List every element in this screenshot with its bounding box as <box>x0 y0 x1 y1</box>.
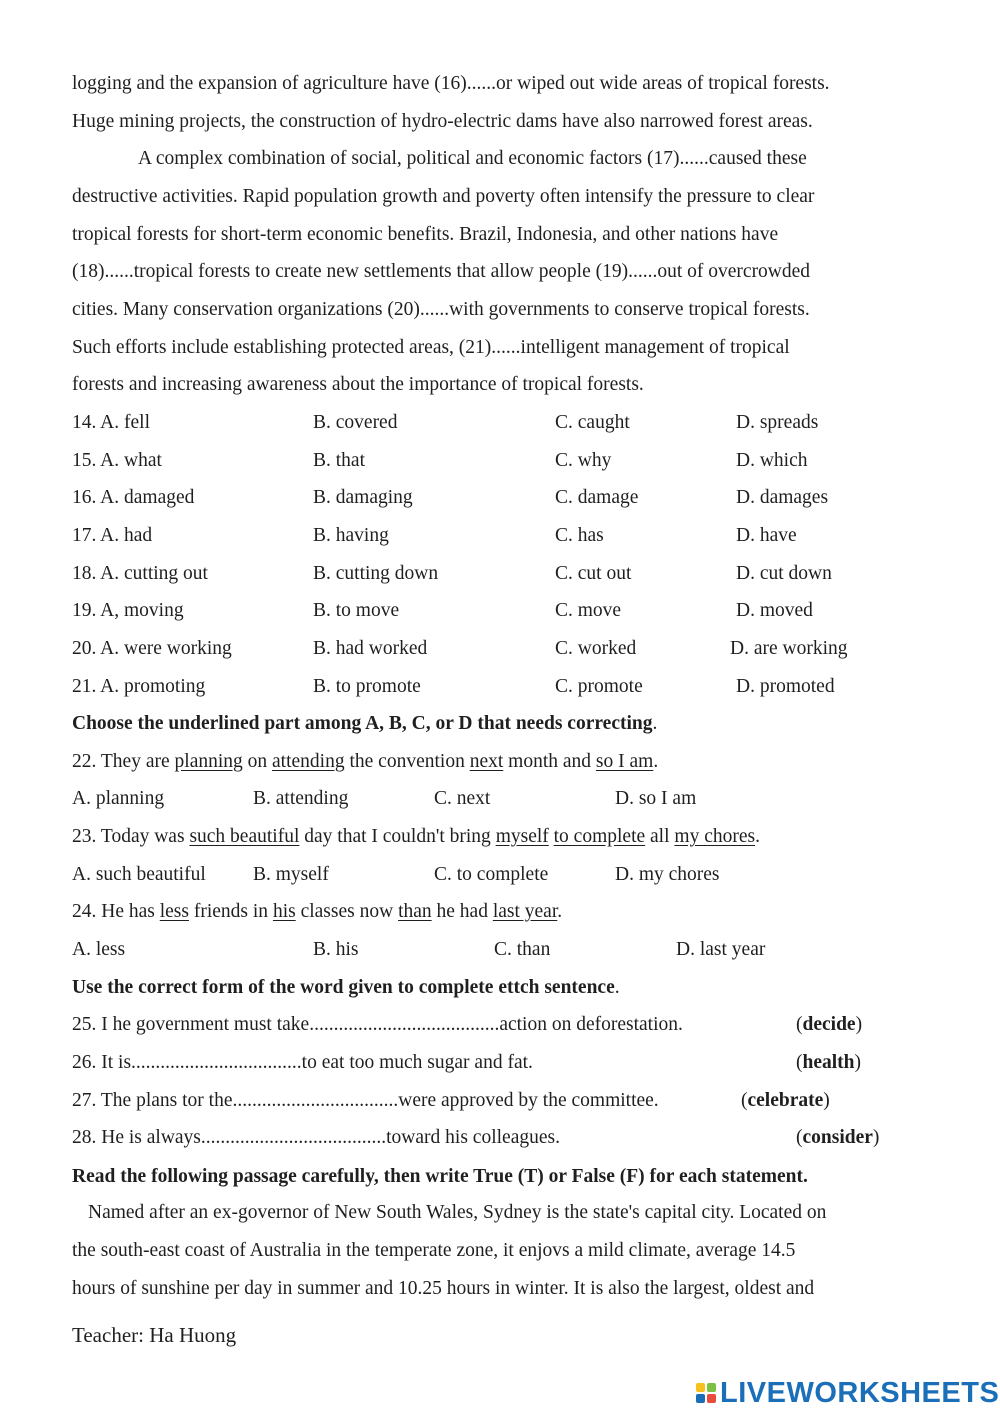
underlined-part: myself <box>495 826 549 847</box>
option-d[interactable]: D. so I am <box>615 788 697 809</box>
option-a[interactable]: 20. A. were working <box>72 638 232 659</box>
logo-grid-icon <box>696 1383 716 1403</box>
logo-text: LIVEWORKSHEETS <box>720 1377 1000 1409</box>
option-c[interactable]: C. move <box>555 600 622 621</box>
underlined-part: so I am <box>595 751 654 772</box>
option-d[interactable]: D. spreads <box>736 412 819 433</box>
underlined-part: to complete <box>553 826 646 847</box>
underlined-part: my chores <box>674 826 756 847</box>
section-heading-error: Choose the underlined part among A, B, C, or D that needs correcting. <box>72 713 658 734</box>
option-b[interactable]: B. myself <box>253 864 329 885</box>
option-c[interactable]: C. next <box>434 788 491 809</box>
passage-line: A complex combination of social, political and economic factors (17)......caused these <box>138 148 807 169</box>
passage-line: the south-east coast of Australia in the temperate zone, it enjovs a mild climate, average 14.5 <box>72 1240 796 1261</box>
underlined-part: such beautiful <box>189 826 300 847</box>
option-c[interactable]: C. damage <box>555 487 639 508</box>
passage-line: Named after an ex-governor of New South Wales, Sydney is the state's capital city. Located on <box>88 1202 827 1223</box>
option-d[interactable]: D. last year <box>676 939 766 960</box>
passage-line: logging and the expansion of agriculture have (16)......or wiped out wide areas of tropical forests. <box>72 73 830 94</box>
option-b[interactable]: B. cutting down <box>313 563 439 584</box>
passage-line: forests and increasing awareness about the importance of tropical forests. <box>72 374 644 395</box>
option-d[interactable]: D. damages <box>736 487 829 508</box>
option-a[interactable]: A. less <box>72 939 126 960</box>
section-heading-true-false: Read the following passage carefully, then write True (T) or False (F) for each statement. <box>72 1166 808 1187</box>
option-a[interactable]: A. planning <box>72 788 165 809</box>
option-d[interactable]: D. have <box>736 525 797 546</box>
option-c[interactable]: C. caught <box>555 412 630 433</box>
passage-line: hours of sunshine per day in summer and 10.25 hours in winter. It is also the largest, oldest and <box>72 1278 815 1299</box>
option-c[interactable]: C. has <box>555 525 604 546</box>
option-a[interactable]: 16. A. damaged <box>72 487 195 508</box>
underlined-part: attending <box>272 751 345 772</box>
option-b[interactable]: B. that <box>313 450 365 471</box>
teacher-footer: Teacher: Ha Huong <box>72 1323 237 1347</box>
option-b[interactable]: B. covered <box>313 412 398 433</box>
given-word: (decide) <box>796 1014 863 1035</box>
question-24: 24. He has less friends in his classes now than he had last year. <box>72 901 563 922</box>
option-b[interactable]: B. attending <box>253 788 349 809</box>
liveworksheets-logo[interactable] <box>696 1378 999 1408</box>
underlined-part: last year <box>492 901 558 922</box>
given-word: (celebrate) <box>741 1090 830 1111</box>
option-d[interactable]: D. which <box>736 450 808 471</box>
option-d[interactable]: D. promoted <box>736 676 835 697</box>
option-b[interactable]: B. his <box>313 939 359 960</box>
option-c[interactable]: C. why <box>555 450 612 471</box>
option-d[interactable]: D. are working <box>730 638 848 659</box>
given-word: (consider) <box>796 1127 880 1148</box>
question-22: 22. They are planning on attending the convention next month and so I am. <box>72 751 659 772</box>
option-c[interactable]: C. worked <box>555 638 637 659</box>
question-23: 23. Today was such beautiful day that I couldn't bring myself to complete all my chores. <box>72 826 760 847</box>
option-b[interactable]: B. to move <box>313 600 400 621</box>
word-form-sentence[interactable]: 25. I he government must take.......................................action on deforestation. <box>72 1014 683 1035</box>
option-a[interactable]: A. such beautiful <box>72 864 206 885</box>
passage-line: Huge mining projects, the construction of hydro-electric dams have also narrowed forest areas. <box>72 111 813 132</box>
option-b[interactable]: B. having <box>313 525 389 546</box>
option-c[interactable]: C. to complete <box>434 864 549 885</box>
passage-line: destructive activities. Rapid population growth and poverty often intensify the pressure to clear <box>72 186 815 207</box>
option-a[interactable]: 21. A. promoting <box>72 676 206 697</box>
option-a[interactable]: 19. A, moving <box>72 600 184 621</box>
option-a[interactable]: 18. A. cutting out <box>72 563 208 584</box>
option-d[interactable]: D. moved <box>736 600 813 621</box>
underlined-part: his <box>272 901 296 922</box>
underlined-part: than <box>398 901 432 922</box>
passage-line: Such efforts include establishing protected areas, (21)......intelligent management of tropical <box>72 337 790 358</box>
option-c[interactable]: C. than <box>494 939 551 960</box>
option-a[interactable]: 17. A. had <box>72 525 153 546</box>
option-a[interactable]: 14. A. fell <box>72 412 150 433</box>
option-b[interactable]: B. damaging <box>313 487 413 508</box>
option-a[interactable]: 15. A. what <box>72 450 162 471</box>
option-b[interactable]: B. to promote <box>313 676 421 697</box>
word-form-sentence[interactable]: 26. It is...................................to eat too much sugar and fat. <box>72 1052 533 1073</box>
word-form-sentence[interactable]: 27. The plans tor the..................................were approved by the committee. <box>72 1090 659 1111</box>
passage-line: cities. Many conservation organizations (20)......with governments to conserve tropical forests. <box>72 299 810 320</box>
passage-line: (18)......tropical forests to create new settlements that allow people (19)......out of overcrowded <box>72 261 811 282</box>
option-d[interactable]: D. my chores <box>615 864 720 885</box>
given-word: (health) <box>796 1052 862 1073</box>
underlined-part: next <box>469 751 504 772</box>
word-form-sentence[interactable]: 28. He is always......................................toward his colleagues. <box>72 1127 560 1148</box>
passage-line: tropical forests for short-term economic benefits. Brazil, Indonesia, and other nations have <box>72 224 779 245</box>
option-b[interactable]: B. had worked <box>313 638 428 659</box>
option-c[interactable]: C. promote <box>555 676 643 697</box>
underlined-part: planning <box>174 751 243 772</box>
underlined-part: less <box>159 901 189 922</box>
option-d[interactable]: D. cut down <box>736 563 832 584</box>
section-heading-word-form: Use the correct form of the word given to complete ettch sentence. <box>72 977 620 998</box>
option-c[interactable]: C. cut out <box>555 563 632 584</box>
